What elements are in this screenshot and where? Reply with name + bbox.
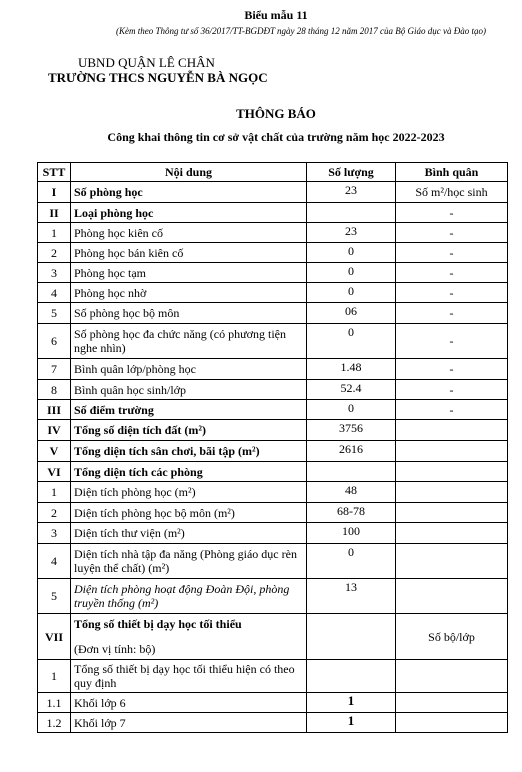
cell-quantity: 23 (307, 223, 396, 243)
cell-stt: 7 (38, 359, 71, 380)
cell-content: Phòng học nhờ (71, 283, 307, 303)
table-row (38, 441, 508, 462)
cell-content-unit: (Đơn vị tính: bộ) (74, 642, 156, 656)
table-row (38, 223, 508, 243)
cell-average: - (396, 223, 508, 243)
cell-quantity: 0 (307, 544, 396, 579)
cell-stt: 1 (38, 660, 71, 693)
cell-content: Phòng học bán kiên cố (71, 243, 307, 263)
cell-quantity: 52.4 (307, 380, 396, 400)
cell-quantity (307, 462, 396, 482)
col-header-stt: STT (38, 163, 71, 182)
table-row (38, 503, 508, 523)
table-row (38, 380, 508, 400)
table-row (38, 579, 508, 614)
cell-average (396, 579, 508, 614)
cell-average (396, 523, 508, 544)
cell-quantity: 0 (307, 263, 396, 283)
cell-average: - (396, 203, 508, 223)
cell-average: - (396, 243, 508, 263)
table-row (38, 283, 508, 303)
cell-content: Phòng học tạm (71, 263, 307, 283)
cell-content (71, 614, 307, 660)
cell-average: - (396, 303, 508, 324)
cell-quantity: 0 (307, 283, 396, 303)
cell-quantity: 100 (307, 523, 396, 544)
cell-stt: 5 (38, 303, 71, 324)
cell-stt: 4 (38, 283, 71, 303)
table-row (38, 693, 508, 713)
table-row (38, 544, 508, 579)
cell-content: Phòng học kiên cố (71, 223, 307, 243)
cell-content: Số phòng học đa chức năng (có phương tiện nghe nhìn) (71, 324, 307, 359)
table-row (38, 614, 508, 660)
cell-content: Số điểm trường (71, 400, 307, 420)
cell-average: - (396, 263, 508, 283)
cell-content: Số phòng học bộ môn (71, 303, 307, 324)
cell-quantity: 68-78 (307, 503, 396, 523)
cell-quantity: 3756 (307, 420, 396, 441)
cell-quantity: 0 (307, 324, 396, 359)
cell-content-main: Tổng số thiết bị dạy học tối thiểu (74, 617, 242, 631)
table-row (38, 462, 508, 482)
table-row (38, 482, 508, 503)
cell-content: Tổng diện tích các phòng (71, 462, 307, 482)
document-subtitle: Công khai thông tin cơ sở vật chất của trường năm học 2022-2023 (107, 130, 445, 144)
col-header-content: Nội dung (71, 163, 307, 182)
agency-name: UBND QUẬN LÊ CHÂN (78, 55, 215, 70)
cell-stt: 1.2 (38, 713, 71, 733)
table-header-row (38, 163, 508, 182)
school-name: TRƯỜNG THCS NGUYỄN BÀ NGỌC (48, 70, 268, 85)
cell-average (396, 420, 508, 441)
cell-quantity: 2616 (307, 441, 396, 462)
table-row (38, 359, 508, 380)
cell-content: Diện tích nhà tập đa năng (Phòng giáo dục rèn luyện thể chất) (m²) (71, 544, 307, 579)
cell-quantity: 23 (307, 182, 396, 203)
cell-stt: IV (38, 420, 71, 441)
cell-stt: 6 (38, 324, 71, 359)
cell-average: - (396, 324, 508, 359)
cell-quantity: 48 (307, 482, 396, 503)
cell-content: Tổng số thiết bị dạy học tối thiểu hiện có theo quy định (71, 660, 307, 693)
cell-content: Khối lớp 7 (71, 713, 307, 733)
cell-content: Diện tích phòng học bộ môn (m²) (71, 503, 307, 523)
cell-stt: 5 (38, 579, 71, 614)
cell-content: Diện tích thư viện (m²) (71, 523, 307, 544)
table-row (38, 324, 508, 359)
col-header-quantity: Số lượng (307, 163, 396, 182)
cell-average (396, 660, 508, 693)
cell-content: Khối lớp 6 (71, 693, 307, 713)
cell-quantity (307, 203, 396, 223)
notice-heading: THÔNG BÁO (236, 106, 316, 121)
cell-stt: 4 (38, 544, 71, 579)
cell-quantity: 1 (307, 693, 396, 713)
cell-content: Tổng diện tích sân chơi, bãi tập (m²) (71, 441, 307, 462)
cell-quantity (307, 614, 396, 660)
cell-stt: 1 (38, 223, 71, 243)
cell-stt: V (38, 441, 71, 462)
cell-quantity (307, 660, 396, 693)
form-title: Biểu mẫu 11 (244, 8, 308, 22)
table-row (38, 303, 508, 324)
cell-average: - (396, 283, 508, 303)
cell-average (396, 482, 508, 503)
cell-stt: VI (38, 462, 71, 482)
cell-quantity: 13 (307, 579, 396, 614)
cell-content: Diện tích phòng hoạt động Đoàn Đội, phòng truyền thống (m²) (71, 579, 307, 614)
cell-stt: 2 (38, 503, 71, 523)
cell-quantity: 1.48 (307, 359, 396, 380)
cell-content: Số phòng học (71, 182, 307, 203)
cell-stt: III (38, 400, 71, 420)
table-row (38, 713, 508, 733)
cell-stt: 1.1 (38, 693, 71, 713)
cell-average (396, 693, 508, 713)
cell-average: - (396, 400, 508, 420)
cell-quantity: 06 (307, 303, 396, 324)
cell-stt: 2 (38, 243, 71, 263)
cell-stt: I (38, 182, 71, 203)
cell-average: - (396, 359, 508, 380)
cell-average (396, 441, 508, 462)
facilities-table (37, 162, 508, 733)
cell-average (396, 713, 508, 733)
cell-quantity: 0 (307, 243, 396, 263)
cell-stt: 8 (38, 380, 71, 400)
cell-stt: II (38, 203, 71, 223)
cell-stt: 3 (38, 263, 71, 283)
table-row (38, 243, 508, 263)
cell-average: Số bộ/lớp (396, 614, 508, 660)
cell-average: Số m²/học sinh (396, 182, 508, 203)
cell-content: Loại phòng học (71, 203, 307, 223)
table-row (38, 660, 508, 693)
cell-content: Diện tích phòng học (m²) (71, 482, 307, 503)
cell-quantity: 1 (307, 713, 396, 733)
cell-stt: 1 (38, 482, 71, 503)
table-row (38, 182, 508, 203)
table-body (38, 182, 508, 733)
cell-content: Tổng số diện tích đất (m²) (71, 420, 307, 441)
cell-average (396, 544, 508, 579)
table-row (38, 400, 508, 420)
table-row (38, 263, 508, 283)
table-row (38, 523, 508, 544)
table-row (38, 420, 508, 441)
cell-average (396, 503, 508, 523)
cell-content: Bình quân lớp/phòng học (71, 359, 307, 380)
cell-stt: VII (38, 614, 71, 660)
cell-content: Bình quân học sinh/lớp (71, 380, 307, 400)
form-note: (Kèm theo Thông tư số 36/2017/TT-BGDĐT ngày 28 tháng 12 năm 2017 của Bộ Giáo dục và Đào tạo) (115, 26, 487, 36)
cell-quantity: 0 (307, 400, 396, 420)
col-header-average: Bình quân (396, 163, 508, 182)
table-row (38, 203, 508, 223)
cell-average: - (396, 380, 508, 400)
cell-average (396, 462, 508, 482)
cell-stt: 3 (38, 523, 71, 544)
